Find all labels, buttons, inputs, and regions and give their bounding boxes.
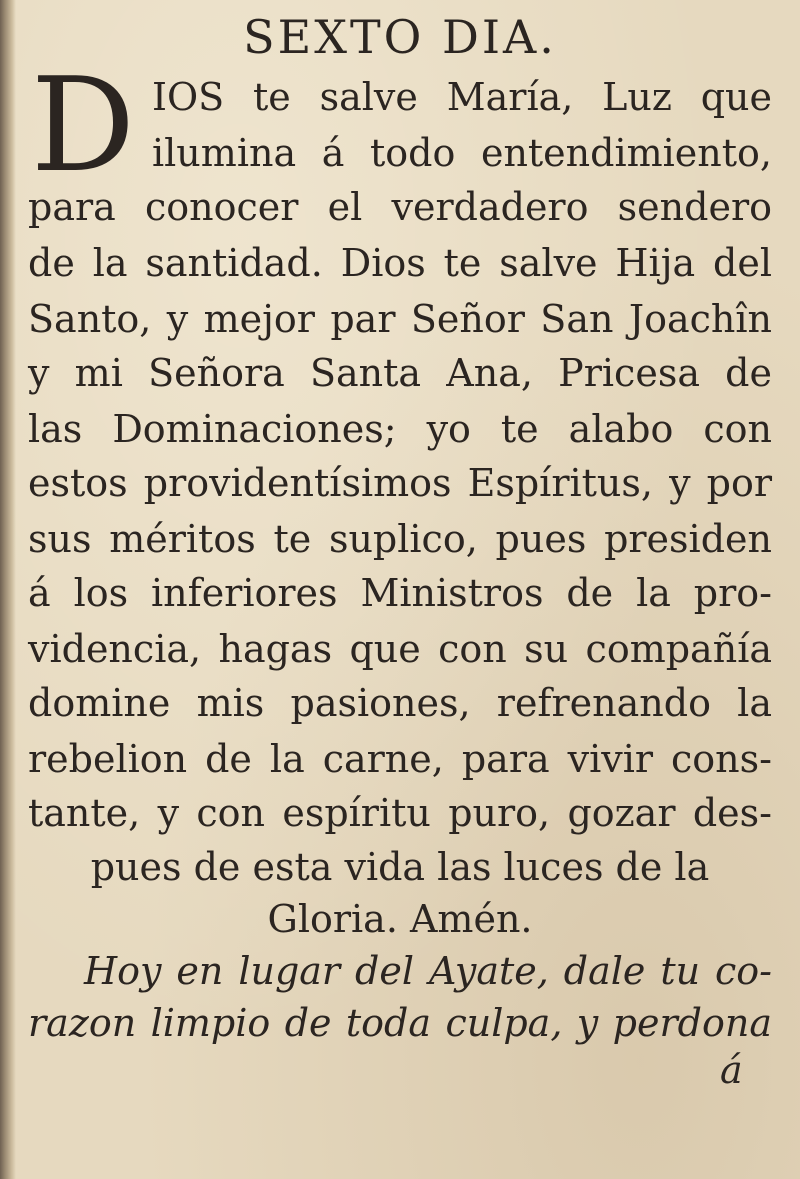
text-line-14: tante, y con espíritu puro, gozar des- xyxy=(28,791,772,835)
text-line-1: IOS te salve María, Luz que xyxy=(152,75,772,119)
text-line-17: Hoy en lugar del Ayate, dale tu co- xyxy=(84,949,772,993)
text-line-3: para conocer el verdadero sendero xyxy=(28,185,772,229)
text-line-16: Gloria. Amén. xyxy=(267,897,533,941)
text-line-2: ilumina á todo entendimiento, xyxy=(152,131,772,175)
page-title: SEXTO DIA. xyxy=(243,10,557,64)
text-line-9: sus méritos te suplico, pues presiden xyxy=(28,517,772,561)
text-line-8: estos providentísimos Espíritus, y por xyxy=(28,461,772,505)
text-line-7: las Dominaciones; yo te alabo con xyxy=(28,407,772,451)
text-line-13: rebelion de la carne, para vivir cons- xyxy=(28,737,772,781)
text-line-5: Santo, y mejor par Señor San Joachîn xyxy=(28,297,772,341)
text-line-18: razon limpio de toda culpa, y perdona xyxy=(28,1001,772,1045)
catchword: á xyxy=(720,1048,743,1092)
text-line-15: pues de esta vida las luces de la xyxy=(90,845,710,889)
page-binding-edge xyxy=(0,0,16,1179)
text-line-11: videncia, hagas que con su compañía xyxy=(28,627,772,671)
text-line-12: domine mis pasiones, refrenando la xyxy=(28,681,772,725)
text-line-4: de la santidad. Dios te salve Hija del xyxy=(28,241,772,285)
drop-cap: D xyxy=(30,49,136,201)
text-line-6: y mi Señora Santa Ana, Pricesa de xyxy=(28,351,772,395)
text-line-10: á los inferiores Ministros de la pro- xyxy=(28,571,772,615)
